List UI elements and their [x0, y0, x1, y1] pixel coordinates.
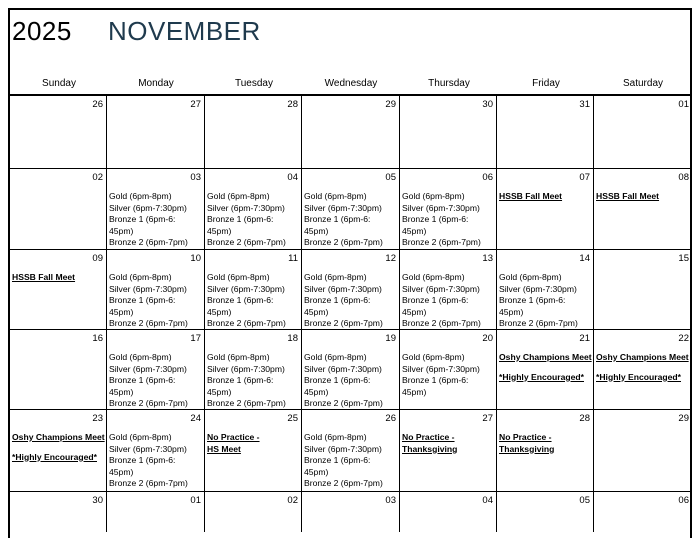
practice-schedule: [304, 432, 397, 490]
bronze1-practice-end: 45pm): [304, 306, 329, 317]
gold-practice: Gold (6pm-8pm): [109, 272, 172, 282]
day-cell[interactable]: [10, 169, 107, 249]
day-cell[interactable]: [302, 330, 400, 409]
day-number: 24: [190, 413, 201, 424]
practice-schedule: [402, 191, 494, 249]
weekday-friday: Friday: [532, 78, 560, 89]
day-number: 20: [482, 333, 493, 344]
bronze1-practice-end: 45pm): [109, 306, 134, 317]
silver-practice: Silver (6pm-7:30pm): [499, 283, 577, 294]
day-cell[interactable]: [400, 410, 497, 491]
bronze1-practice-end: 45pm): [402, 306, 427, 317]
day-number: 13: [482, 253, 493, 264]
gold-practice: Gold (6pm-8pm): [304, 352, 367, 362]
weekday-monday: Monday: [138, 78, 174, 89]
day-cell[interactable]: [400, 96, 497, 168]
highly-encouraged-note: *Highly Encouraged*: [499, 371, 584, 382]
practice-schedule: [207, 191, 299, 249]
weekday-header-row: [10, 78, 692, 92]
event-list: [12, 272, 104, 284]
day-number: 23: [92, 413, 103, 424]
bronze1-practice: Bronze 1 (6pm-6:: [207, 214, 274, 225]
day-number: 29: [385, 99, 396, 110]
bronze1-practice: Bronze 1 (6pm-6:: [109, 214, 176, 225]
day-number: 03: [190, 172, 201, 183]
gold-practice: Gold (6pm-8pm): [109, 352, 172, 362]
day-cell[interactable]: [10, 492, 107, 532]
day-cell[interactable]: [107, 96, 205, 168]
event-list: [596, 191, 690, 203]
bronze1-practice: Bronze 1 (6pm-6:: [109, 455, 176, 466]
event-list: [499, 432, 591, 455]
day-cell[interactable]: [205, 330, 302, 409]
practice-schedule: [109, 352, 202, 410]
bronze1-practice: Bronze 1 (6pm-6:: [207, 375, 274, 386]
practice-schedule: [207, 272, 299, 330]
event-list: [499, 191, 591, 203]
highly-encouraged-note: *Highly Encouraged*: [12, 451, 97, 462]
event-list: [207, 432, 299, 455]
bronze1-practice-end: 45pm): [109, 466, 134, 477]
day-number: 19: [385, 333, 396, 344]
gold-practice: Gold (6pm-8pm): [304, 191, 367, 201]
weekday-thursday: Thursday: [428, 78, 470, 89]
week-row-1: [10, 96, 692, 169]
day-cell[interactable]: [10, 96, 107, 168]
day-cell[interactable]: [497, 410, 594, 491]
bronze1-practice-end: 45pm): [499, 306, 524, 317]
day-number: 12: [385, 253, 396, 264]
day-cell[interactable]: [107, 492, 205, 532]
day-number: 17: [190, 333, 201, 344]
bronze1-practice-end: 45pm): [402, 225, 427, 236]
day-cell[interactable]: [10, 330, 107, 409]
bronze2-practice: Bronze 2 (6pm-7pm): [304, 398, 383, 409]
gold-practice: Gold (6pm-8pm): [304, 432, 367, 442]
bronze1-practice: Bronze 1 (6pm-6:: [402, 375, 469, 386]
day-cell[interactable]: [302, 250, 400, 329]
gold-practice: Gold (6pm-8pm): [207, 352, 270, 362]
day-cell[interactable]: [107, 169, 205, 249]
weekday-tuesday: Tuesday: [235, 78, 273, 89]
day-number: 15: [678, 253, 689, 264]
gold-practice: Gold (6pm-8pm): [402, 272, 465, 282]
thanksgiving-holiday: Thanksgiving: [499, 443, 555, 454]
day-number: 04: [482, 495, 493, 506]
day-cell[interactable]: [107, 410, 205, 491]
bronze1-practice: Bronze 1 (6pm-6:: [499, 295, 566, 306]
practice-schedule: [304, 191, 397, 249]
day-cell[interactable]: [400, 250, 497, 329]
oshy-champions-meet-event[interactable]: Oshy Champions Meet: [499, 352, 592, 362]
bronze2-practice: Bronze 2 (6pm-7pm): [109, 398, 188, 409]
week-row-3: [10, 250, 692, 330]
calendar-year: 2025: [12, 16, 72, 46]
bronze1-practice-end: 45pm): [109, 225, 134, 236]
day-cell[interactable]: [497, 250, 594, 329]
day-number: 05: [385, 172, 396, 183]
bronze2-practice: Bronze 2 (6pm-7pm): [207, 398, 286, 409]
weekday-saturday: Saturday: [622, 78, 664, 89]
hs-meet-event[interactable]: HS Meet: [207, 443, 241, 454]
no-practice-notice: No Practice -: [402, 432, 455, 442]
day-number: 02: [92, 172, 103, 183]
bronze1-practice: Bronze 1 (6pm-6:: [304, 455, 371, 466]
practice-schedule: [109, 191, 202, 249]
bronze2-practice: Bronze 2 (6pm-7pm): [109, 318, 188, 329]
bronze2-practice: Bronze 2 (6pm-7pm): [402, 318, 481, 329]
gold-practice: Gold (6pm-8pm): [109, 191, 172, 201]
no-practice-notice: No Practice -: [499, 432, 552, 442]
day-number: 03: [385, 495, 396, 506]
day-number: 22: [678, 333, 689, 344]
day-number: 07: [579, 172, 590, 183]
week-row-6: [10, 492, 692, 532]
silver-practice: Silver (6pm-7:30pm): [109, 363, 187, 374]
gold-practice: Gold (6pm-8pm): [207, 191, 270, 201]
practice-schedule: [499, 272, 591, 330]
day-cell[interactable]: [302, 492, 400, 532]
bronze1-practice: Bronze 1 (6pm-6:: [109, 295, 176, 306]
day-number: 04: [287, 172, 298, 183]
day-number: 26: [92, 99, 103, 110]
day-number: 30: [92, 495, 103, 506]
day-cell[interactable]: [594, 330, 692, 409]
weekday-sunday: Sunday: [42, 78, 76, 89]
day-cell[interactable]: [594, 96, 692, 168]
silver-practice: Silver (6pm-7:30pm): [402, 202, 480, 213]
practice-schedule: [402, 272, 494, 330]
bronze1-practice-end: 45pm): [109, 386, 134, 397]
day-number: 10: [190, 253, 201, 264]
bronze2-practice: Bronze 2 (6pm-7pm): [207, 237, 286, 248]
bronze1-practice: Bronze 1 (6pm-6:: [109, 375, 176, 386]
silver-practice: Silver (6pm-7:30pm): [109, 443, 187, 454]
oshy-champions-meet-event[interactable]: Oshy Champions Meet: [596, 352, 689, 362]
silver-practice: Silver (6pm-7:30pm): [109, 202, 187, 213]
bronze2-practice: Bronze 2 (6pm-7pm): [304, 318, 383, 329]
bronze1-practice-end: 45pm): [304, 225, 329, 236]
week-row-4: [10, 330, 692, 410]
silver-practice: Silver (6pm-7:30pm): [402, 283, 480, 294]
day-cell[interactable]: [205, 169, 302, 249]
bronze1-practice-end: 45pm): [207, 386, 232, 397]
oshy-champions-meet-event[interactable]: Oshy Champions Meet: [12, 432, 105, 442]
bronze1-practice-end: 45pm): [207, 306, 232, 317]
week-row-2: [10, 169, 692, 250]
hssb-fall-meet-event[interactable]: HSSB Fall Meet: [499, 191, 563, 201]
day-cell[interactable]: [497, 492, 594, 532]
day-number: 30: [482, 99, 493, 110]
day-cell[interactable]: [205, 492, 302, 532]
bronze2-practice: Bronze 2 (6pm-7pm): [402, 237, 481, 248]
day-cell[interactable]: [302, 169, 400, 249]
practice-schedule: [304, 272, 397, 330]
day-cell[interactable]: [10, 410, 107, 491]
bronze1-practice: Bronze 1 (6pm-6:: [304, 295, 371, 306]
day-number: 16: [92, 333, 103, 344]
day-cell[interactable]: [497, 96, 594, 168]
day-number: 28: [579, 413, 590, 424]
day-number: 29: [678, 413, 689, 424]
bronze1-practice: Bronze 1 (6pm-6:: [207, 295, 274, 306]
day-number: 09: [92, 253, 103, 264]
practice-schedule: [109, 432, 202, 490]
gold-practice: Gold (6pm-8pm): [402, 352, 465, 362]
bronze2-practice: Bronze 2 (6pm-7pm): [499, 318, 578, 329]
day-cell[interactable]: [107, 330, 205, 409]
bronze1-practice: Bronze 1 (6pm-6:: [402, 214, 469, 225]
day-number: 31: [579, 99, 590, 110]
day-cell[interactable]: [400, 330, 497, 409]
bronze2-practice: Bronze 2 (6pm-7pm): [109, 237, 188, 248]
day-cell[interactable]: [594, 250, 692, 329]
bronze1-practice: Bronze 1 (6pm-6:: [304, 214, 371, 225]
bronze2-practice: Bronze 2 (6pm-7pm): [109, 478, 188, 489]
event-list: [12, 432, 104, 463]
weekday-wednesday: Wednesday: [324, 78, 378, 89]
bronze2-practice: Bronze 2 (6pm-7pm): [304, 478, 383, 489]
event-list: [499, 352, 591, 383]
day-cell[interactable]: [205, 96, 302, 168]
day-cell[interactable]: [10, 250, 107, 329]
day-number: 18: [287, 333, 298, 344]
silver-practice: Silver (6pm-7:30pm): [402, 363, 480, 374]
thanksgiving-holiday: Thanksgiving: [402, 443, 458, 454]
no-practice-notice: No Practice -: [207, 432, 260, 442]
day-number: 14: [579, 253, 590, 264]
gold-practice: Gold (6pm-8pm): [304, 272, 367, 282]
day-cell[interactable]: [107, 250, 205, 329]
day-number: 26: [385, 413, 396, 424]
day-cell[interactable]: [594, 169, 692, 249]
day-cell[interactable]: [302, 96, 400, 168]
day-number: 08: [678, 172, 689, 183]
practice-schedule: [207, 352, 299, 410]
day-number: 05: [579, 495, 590, 506]
practice-schedule: [109, 272, 202, 330]
day-number: 06: [678, 495, 689, 506]
bronze1-practice-end: 45pm): [304, 466, 329, 477]
bronze1-practice-end: 45pm): [304, 386, 329, 397]
event-list: [402, 432, 494, 455]
day-cell[interactable]: [302, 410, 400, 491]
practice-schedule: [304, 352, 397, 410]
silver-practice: Silver (6pm-7:30pm): [207, 202, 285, 213]
silver-practice: Silver (6pm-7:30pm): [207, 363, 285, 374]
silver-practice: Silver (6pm-7:30pm): [304, 443, 382, 454]
day-cell[interactable]: [400, 492, 497, 532]
event-list: [596, 352, 690, 383]
silver-practice: Silver (6pm-7:30pm): [304, 202, 382, 213]
bronze1-practice-end: 45pm): [402, 386, 427, 397]
bronze1-practice-end: 45pm): [207, 225, 232, 236]
gold-practice: Gold (6pm-8pm): [402, 191, 465, 201]
silver-practice: Silver (6pm-7:30pm): [304, 283, 382, 294]
day-number: 02: [287, 495, 298, 506]
day-number: 27: [190, 99, 201, 110]
silver-practice: Silver (6pm-7:30pm): [304, 363, 382, 374]
day-number: 11: [288, 253, 298, 264]
day-number: 25: [287, 413, 298, 424]
calendar-month: NOVEMBER: [108, 16, 261, 46]
day-cell[interactable]: [594, 492, 692, 532]
silver-practice: Silver (6pm-7:30pm): [109, 283, 187, 294]
day-cell[interactable]: [497, 169, 594, 249]
day-number: 27: [482, 413, 493, 424]
gold-practice: Gold (6pm-8pm): [109, 432, 172, 442]
practice-schedule: [402, 352, 494, 398]
day-cell[interactable]: [594, 410, 692, 491]
silver-practice: Silver (6pm-7:30pm): [207, 283, 285, 294]
day-number: 21: [579, 333, 590, 344]
bronze2-practice: Bronze 2 (6pm-7pm): [207, 318, 286, 329]
bronze1-practice: Bronze 1 (6pm-6:: [402, 295, 469, 306]
gold-practice: Gold (6pm-8pm): [499, 272, 562, 282]
day-cell[interactable]: [400, 169, 497, 249]
hssb-fall-meet-event[interactable]: HSSB Fall Meet: [12, 272, 76, 282]
day-cell[interactable]: [497, 330, 594, 409]
day-number: 28: [287, 99, 298, 110]
bronze2-practice: Bronze 2 (6pm-7pm): [304, 237, 383, 248]
hssb-fall-meet-event[interactable]: HSSB Fall Meet: [596, 191, 660, 201]
day-number: 06: [482, 172, 493, 183]
week-row-5: [10, 410, 692, 492]
day-cell[interactable]: [205, 410, 302, 491]
day-cell[interactable]: [205, 250, 302, 329]
bronze1-practice: Bronze 1 (6pm-6:: [304, 375, 371, 386]
day-number: 01: [678, 99, 689, 110]
highly-encouraged-note: *Highly Encouraged*: [596, 371, 681, 382]
day-number: 01: [190, 495, 201, 506]
gold-practice: Gold (6pm-8pm): [207, 272, 270, 282]
